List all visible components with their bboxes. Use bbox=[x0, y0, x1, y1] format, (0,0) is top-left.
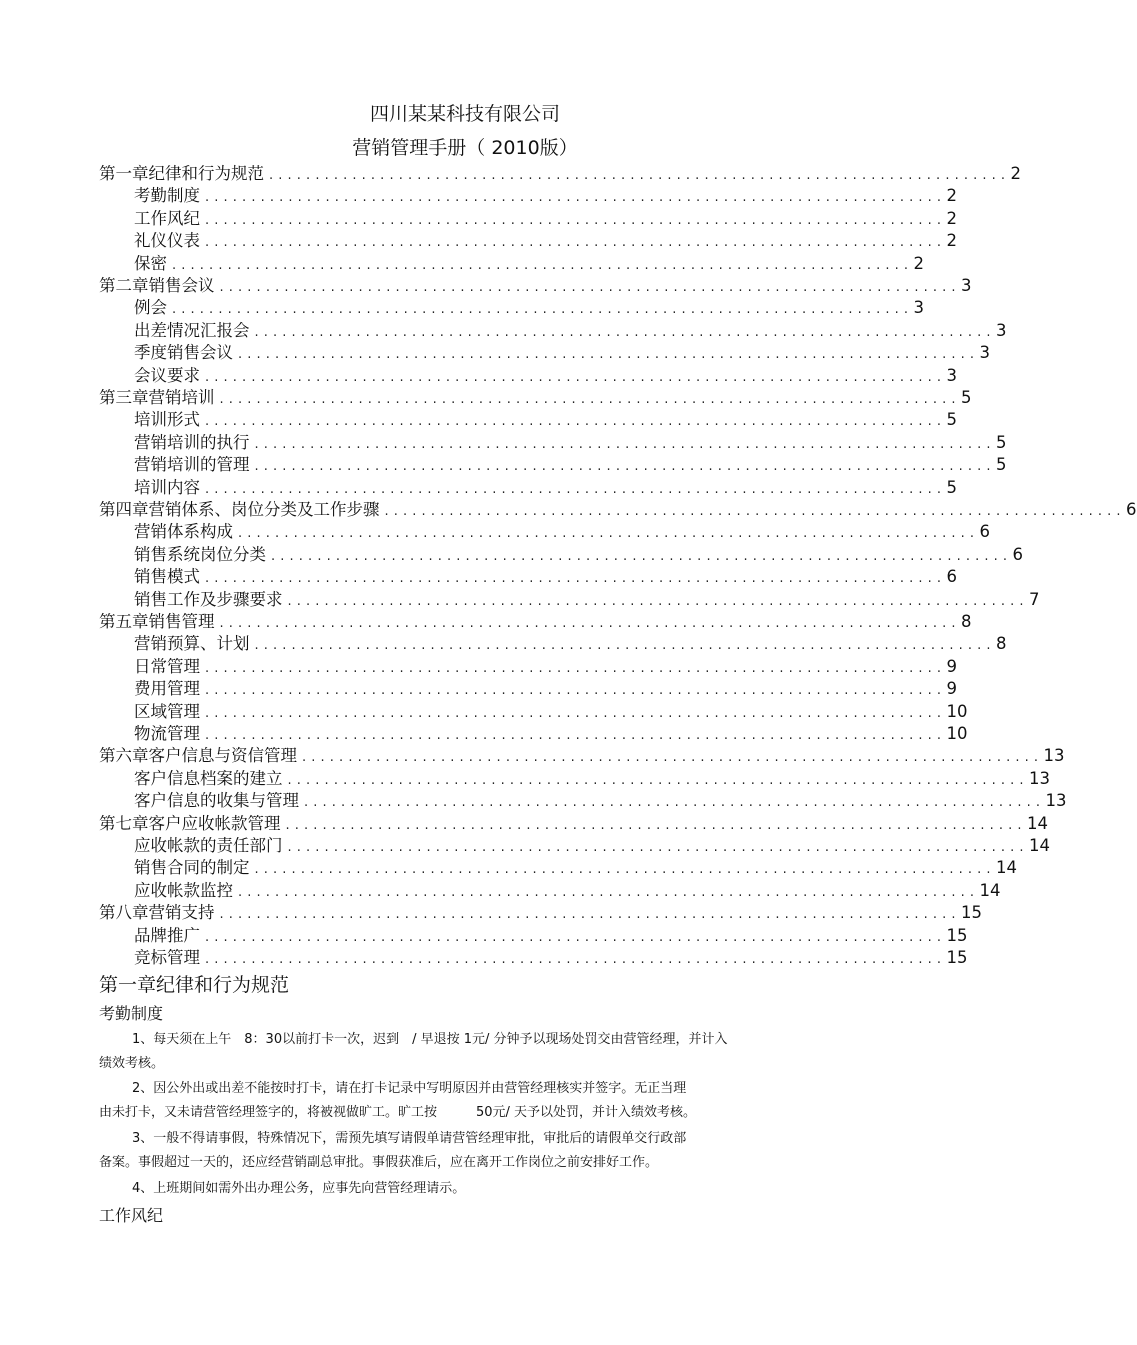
toc-chapter-row[interactable] bbox=[99, 611, 972, 633]
toc-label: 销售模式 bbox=[134, 567, 200, 587]
toc-page-number: 5 bbox=[961, 388, 972, 407]
toc-label: 应收帐款的责任部门 bbox=[134, 836, 283, 855]
toc-section-row[interactable] bbox=[134, 253, 925, 275]
toc-chapter-row[interactable] bbox=[99, 745, 1065, 767]
toc-label: 营销预算、计划 bbox=[134, 634, 250, 654]
toc-page-number: 14 bbox=[979, 880, 1001, 900]
toc-label: 客户信息档案的建立 bbox=[134, 768, 283, 788]
paragraph-2 bbox=[99, 1077, 819, 1125]
toc-page-number: 14 bbox=[1027, 813, 1049, 833]
paragraph-line: 备案。事假超过一天的，还应经营销副总审批。事假获准后，应在离开工作岗位之前安排好工作。 bbox=[99, 1155, 659, 1170]
toc-leader-dots: . . . . . . . . . . . . . . . . . . . . . . . . . . . . . . . . . . . . . . . . . . . . . . . . . . . . . . . . . . . . . . . . . . . . . . . . . . . . . . . . bbox=[205, 481, 942, 497]
toc-leader-dots: . . . . . . . . . . . . . . . . . . . . . . . . . . . . . . . . . . . . . . . . . . . . . . . . . . . . . . . . . . . . . . . . . . . . . . . . . . . . . . . . bbox=[238, 884, 975, 900]
toc-page-number: 3 bbox=[913, 298, 925, 318]
toc-section-row[interactable] bbox=[134, 790, 1067, 812]
toc-label: 第四章营销体系、岗位分类及工作步骤 bbox=[99, 500, 380, 519]
toc-section-row[interactable] bbox=[134, 723, 968, 745]
toc-section-row[interactable] bbox=[134, 477, 958, 499]
toc-leader-dots: . . . . . . . . . . . . . . . . . . . . . . . . . . . . . . . . . . . . . . . . . . . . . . . . . . . . . . . . . . . . . . . . . . . . . . . . . . . . . . . . bbox=[254, 436, 992, 452]
toc-section-row[interactable] bbox=[134, 544, 1024, 566]
toc-leader-dots: . . . . . . . . . . . . . . . . . . . . . . . . . . . . . . . . . . . . . . . . . . . . . . . . . . . . . . . . . . . . . . . . . . . . . . . . . . . . . . . . bbox=[304, 795, 1041, 811]
toc-section-row[interactable] bbox=[134, 656, 958, 678]
toc-leader-dots: . . . . . . . . . . . . . . . . . . . . . . . . . . . . . . . . . . . . . . . . . . . . . . . . . . . . . . . . . . . . . . . . . . . . . . . . . . . . . . . . bbox=[254, 862, 992, 878]
toc-page-number: 2 bbox=[946, 186, 958, 206]
toc-chapter-row[interactable] bbox=[99, 902, 983, 924]
toc-page-number: 2 bbox=[1010, 164, 1022, 183]
toc-leader-dots: . . . . . . . . . . . . . . . . . . . . . . . . . . . . . . . . . . . . . . . . . . . . . . . . . . . . . . . . . . . . . . . . . . . . . . . . . . . . . . . . bbox=[205, 571, 942, 587]
toc-section-row[interactable] bbox=[134, 342, 991, 364]
toc-leader-dots: . . . . . . . . . . . . . . . . . . . . . . . . . . . . . . . . . . . . . . . . . . . . . . . . . . . . . . . . . . . . . . . . . . . . . . . . . . . . . . . . bbox=[219, 616, 957, 631]
toc-leader-dots: . . . . . . . . . . . . . . . . . . . . . . . . . . . . . . . . . . . . . . . . . . . . . . . . . . . . . . . . . . . . . . . . . . . . . . . . . . . . . . . . bbox=[205, 929, 942, 945]
toc-label: 例会 bbox=[134, 298, 167, 318]
toc-leader-dots: . . . . . . . . . . . . . . . . . . . . . . . . . . . . . . . . . . . . . . . . . . . . . . . . . . . . . . . . . . . . . . . . . . . . . . . . . . . . . . . . bbox=[219, 392, 957, 407]
paragraph-line: 绩效考核。 bbox=[99, 1056, 165, 1071]
toc-leader-dots: . . . . . . . . . . . . . . . . . . . . . . . . . . . . . . . . . . . . . . . . . . . . . . . . . . . . . . . . . . . . . . . . . . . . . . . . . . . . . . . . bbox=[205, 190, 942, 206]
toc-leader-dots: . . . . . . . . . . . . . . . . . . . . . . . . . . . . . . . . . . . . . . . . . . . . . . . . . . . . . . . . . . . . . . . . . . . . . . . . . . . . . . . . bbox=[205, 660, 942, 676]
toc-section-row[interactable] bbox=[134, 835, 1051, 857]
toc-page-number: 15 bbox=[961, 903, 983, 923]
toc-label: 考勤制度 bbox=[134, 186, 200, 206]
toc-page-number: 15 bbox=[946, 948, 968, 967]
toc-label: 物流管理 bbox=[134, 724, 200, 743]
toc-page-number: 10 bbox=[946, 724, 968, 743]
toc-label: 应收帐款监控 bbox=[134, 880, 233, 900]
toc-label: 第七章客户应收帐款管理 bbox=[99, 813, 281, 833]
toc-page-number: 5 bbox=[996, 432, 1007, 452]
section-heading-attendance: 考勤制度 bbox=[99, 1004, 164, 1023]
toc-label: 第三章营销培训 bbox=[99, 388, 215, 407]
toc-label: 日常管理 bbox=[134, 656, 200, 676]
company-title: 四川某某科技有限公司 bbox=[369, 103, 560, 125]
paragraph-3 bbox=[99, 1127, 819, 1175]
toc-label: 销售系统岗位分类 bbox=[134, 544, 266, 564]
toc-section-row[interactable] bbox=[134, 185, 958, 207]
toc-leader-dots: . . . . . . . . . . . . . . . . . . . . . . . . . . . . . . . . . . . . . . . . . . . . . . . . . . . . . . . . . . . . . . . . . . . . . . . . . . . . . . . . bbox=[172, 257, 909, 273]
toc-section-row[interactable] bbox=[134, 633, 1007, 655]
toc-page-number: 9 bbox=[946, 656, 958, 676]
chapter-heading: 第一章纪律和行为规范 bbox=[99, 974, 290, 996]
toc-section-row[interactable] bbox=[134, 297, 925, 319]
toc-page-number: 13 bbox=[1029, 768, 1051, 788]
section-heading-discipline: 工作风纪 bbox=[99, 1206, 164, 1225]
toc-page-number: 6 bbox=[979, 522, 991, 542]
toc-page-number: 6 bbox=[1012, 544, 1024, 564]
toc-section-row[interactable] bbox=[134, 857, 1018, 879]
toc-section-row[interactable] bbox=[134, 947, 968, 969]
paragraph-line: 3、一般不得请事假，特殊情况下，需预先填写请假单请营管经理审批，审批后的请假单交行政部 bbox=[132, 1131, 687, 1146]
toc-leader-dots: . . . . . . . . . . . . . . . . . . . . . . . . . . . . . . . . . . . . . . . . . . . . . . . . . . . . . . . . . . . . . . . . . . . . . . . . . . . . . . . . bbox=[205, 728, 942, 743]
toc-leader-dots: . . . . . . . . . . . . . . . . . . . . . . . . . . . . . . . . . . . . . . . . . . . . . . . . . . . . . . . . . . . . . . . . . . . . . . . . . . . . . . . . bbox=[205, 212, 942, 228]
toc-label: 培训内容 bbox=[134, 477, 200, 497]
toc-page-number: 3 bbox=[961, 276, 972, 295]
toc-section-row[interactable] bbox=[134, 521, 991, 543]
toc-leader-dots: . . . . . . . . . . . . . . . . . . . . . . . . . . . . . . . . . . . . . . . . . . . . . . . . . . . . . . . . . . . . . . . . . . . . . . . . . . . . . . . . bbox=[287, 772, 1025, 788]
toc-page-number: 2 bbox=[946, 231, 958, 251]
paragraph-1 bbox=[99, 1028, 819, 1076]
toc-label: 工作风纪 bbox=[134, 208, 200, 228]
toc-label: 品牌推广 bbox=[134, 925, 200, 945]
toc-leader-dots: . . . . . . . . . . . . . . . . . . . . . . . . . . . . . . . . . . . . . . . . . . . . . . . . . . . . . . . . . . . . . . . . . . . . . . . . . . . . . . . . bbox=[205, 683, 942, 699]
toc-leader-dots: . . . . . . . . . . . . . . . . . . . . . . . . . . . . . . . . . . . . . . . . . . . . . . . . . . . . . . . . . . . . . . . . . . . . . . . . . . . . . . . . bbox=[271, 548, 1008, 564]
toc-page-number: 6 bbox=[946, 567, 958, 587]
toc-section-row[interactable] bbox=[134, 768, 1051, 790]
toc-page-number: 14 bbox=[996, 858, 1018, 878]
toc-label: 第八章营销支持 bbox=[99, 903, 215, 923]
toc-leader-dots: . . . . . . . . . . . . . . . . . . . . . . . . . . . . . . . . . . . . . . . . . . . . . . . . . . . . . . . . . . . . . . . . . . . . . . . . . . . . . . . . bbox=[205, 952, 942, 967]
toc-section-row[interactable] bbox=[134, 320, 1007, 342]
toc-page-number: 7 bbox=[1029, 589, 1040, 609]
toc-page-number: 5 bbox=[946, 477, 958, 497]
toc-label: 客户信息的收集与管理 bbox=[134, 791, 299, 811]
toc-label: 出差情况汇报会 bbox=[134, 320, 250, 340]
toc-page-number: 3 bbox=[946, 365, 958, 385]
toc-leader-dots: . . . . . . . . . . . . . . . . . . . . . . . . . . . . . . . . . . . . . . . . . . . . . . . . . . . . . . . . . . . . . . . . . . . . . . . . . . . . . . . . bbox=[302, 750, 1039, 766]
toc-leader-dots: . . . . . . . . . . . . . . . . . . . . . . . . . . . . . . . . . . . . . . . . . . . . . . . . . . . . . . . . . . . . . . . . . . . . . . . . . . . . . . . . bbox=[285, 817, 1023, 833]
toc-leader-dots: . . . . . . . . . . . . . . . . . . . . . . . . . . . . . . . . . . . . . . . . . . . . . . . . . . . . . . . . . . . . . . . . . . . . . . . . . . . . . . . . bbox=[269, 168, 1006, 183]
toc-chapter-row[interactable] bbox=[99, 813, 1049, 835]
toc-label: 第二章销售会议 bbox=[99, 276, 215, 295]
toc-section-row[interactable] bbox=[134, 230, 958, 252]
toc-section-row[interactable] bbox=[134, 925, 968, 947]
toc-leader-dots: . . . . . . . . . . . . . . . . . . . . . . . . . . . . . . . . . . . . . . . . . . . . . . . . . . . . . . . . . . . . . . . . . . . . . . . . . . . . . . . . bbox=[219, 907, 957, 923]
toc-chapter-row[interactable] bbox=[99, 163, 1022, 185]
toc-page-number: 2 bbox=[946, 208, 958, 228]
toc-label: 培训形式 bbox=[134, 410, 200, 430]
toc-chapter-row[interactable] bbox=[99, 275, 972, 297]
toc-page-number: 2 bbox=[913, 253, 925, 273]
toc-page-number: 9 bbox=[946, 679, 958, 699]
toc-leader-dots: . . . . . . . . . . . . . . . . . . . . . . . . . . . . . . . . . . . . . . . . . . . . . . . . . . . . . . . . . . . . . . . . . . . . . . . . . . . . . . . . bbox=[172, 302, 909, 318]
toc-leader-dots: . . . . . . . . . . . . . . . . . . . . . . . . . . . . . . . . . . . . . . . . . . . . . . . . . . . . . . . . . . . . . . . . . . . . . . . . . . . . . . . . bbox=[205, 235, 942, 251]
paragraph-line: 2、因公外出或出差不能按时打卡，请在打卡记录中写明原因并由营管经理核实并签字。无正当理 bbox=[132, 1081, 687, 1096]
toc-label: 会议要求 bbox=[134, 365, 200, 385]
toc-label: 第六章客户信息与资信管理 bbox=[99, 746, 297, 766]
toc-chapter-row[interactable] bbox=[99, 499, 1137, 521]
paragraph-line: 4、上班期间如需外出办理公务，应事先向营管经理请示。 bbox=[132, 1181, 466, 1196]
toc-label: 销售合同的制定 bbox=[134, 858, 250, 878]
toc-section-row[interactable] bbox=[134, 365, 958, 387]
toc-label: 营销体系构成 bbox=[134, 522, 233, 542]
toc-page-number: 10 bbox=[946, 701, 968, 721]
toc-page-number: 3 bbox=[996, 320, 1007, 340]
toc-label: 营销培训的管理 bbox=[134, 455, 250, 475]
paragraph-line: 1、每天须在上午 8：30以前打卡一次，迟到 / 早退按 1元/ 分钟予以现场处罚交由营管经理，并计入 bbox=[132, 1032, 728, 1047]
toc-leader-dots: . . . . . . . . . . . . . . . . . . . . . . . . . . . . . . . . . . . . . . . . . . . . . . . . . . . . . . . . . . . . . . . . . . . . . . . . . . . . . . . . bbox=[205, 414, 942, 430]
toc-chapter-row[interactable] bbox=[99, 387, 972, 409]
toc-leader-dots: . . . . . . . . . . . . . . . . . . . . . . . . . . . . . . . . . . . . . . . . . . . . . . . . . . . . . . . . . . . . . . . . . . . . . . . . . . . . . . . . bbox=[287, 593, 1025, 609]
toc-label: 销售工作及步骤要求 bbox=[134, 589, 283, 609]
toc-page-number: 15 bbox=[946, 925, 968, 945]
toc-label: 礼仪仪表 bbox=[134, 231, 200, 251]
toc-section-row[interactable] bbox=[134, 566, 958, 588]
toc-section-row[interactable] bbox=[134, 880, 1001, 902]
paragraph-line: 由未打卡，又未请营管经理签字的，将被视做旷工。旷工按 50元/ 天予以处罚，并计入绩效考核。 bbox=[99, 1105, 697, 1120]
toc-section-row[interactable] bbox=[134, 432, 1007, 454]
toc-label: 营销培训的执行 bbox=[134, 432, 250, 452]
toc-leader-dots: . . . . . . . . . . . . . . . . . . . . . . . . . . . . . . . . . . . . . . . . . . . . . . . . . . . . . . . . . . . . . . . . . . . . . . . . . . . . . . . . bbox=[254, 324, 992, 340]
toc-label: 第一章纪律和行为规范 bbox=[99, 164, 264, 183]
manual-title: 营销管理手册（ 2010版） bbox=[352, 137, 578, 159]
toc-page-number: 13 bbox=[1043, 746, 1065, 766]
toc-leader-dots: . . . . . . . . . . . . . . . . . . . . . . . . . . . . . . . . . . . . . . . . . . . . . . . . . . . . . . . . . . . . . . . . . . . . . . . . . . . . . . . . bbox=[384, 504, 1122, 519]
toc-page-number: 3 bbox=[979, 343, 991, 363]
toc-page-number: 8 bbox=[961, 612, 972, 631]
toc-leader-dots: . . . . . . . . . . . . . . . . . . . . . . . . . . . . . . . . . . . . . . . . . . . . . . . . . . . . . . . . . . . . . . . . . . . . . . . . . . . . . . . . bbox=[287, 840, 1025, 855]
toc-section-row[interactable] bbox=[134, 409, 958, 431]
toc-section-row[interactable] bbox=[134, 208, 958, 230]
toc-label: 第五章销售管理 bbox=[99, 612, 215, 631]
toc-leader-dots: . . . . . . . . . . . . . . . . . . . . . . . . . . . . . . . . . . . . . . . . . . . . . . . . . . . . . . . . . . . . . . . . . . . . . . . . . . . . . . . . bbox=[219, 280, 957, 295]
toc-label: 费用管理 bbox=[134, 679, 200, 699]
toc-leader-dots: . . . . . . . . . . . . . . . . . . . . . . . . . . . . . . . . . . . . . . . . . . . . . . . . . . . . . . . . . . . . . . . . . . . . . . . . . . . . . . . . bbox=[205, 369, 942, 385]
toc-page-number: 5 bbox=[996, 455, 1007, 475]
toc-leader-dots: . . . . . . . . . . . . . . . . . . . . . . . . . . . . . . . . . . . . . . . . . . . . . . . . . . . . . . . . . . . . . . . . . . . . . . . . . . . . . . . . bbox=[254, 638, 992, 654]
paragraph-4 bbox=[99, 1177, 819, 1201]
toc-page-number: 8 bbox=[996, 634, 1007, 654]
toc-section-row[interactable] bbox=[134, 589, 1040, 611]
toc-page-number: 5 bbox=[946, 410, 958, 430]
toc-page-number: 6 bbox=[1126, 500, 1137, 519]
toc-page-number: 14 bbox=[1029, 836, 1051, 855]
toc-page-number: 13 bbox=[1045, 791, 1067, 811]
toc-label: 竞标管理 bbox=[134, 948, 200, 967]
toc-section-row[interactable] bbox=[134, 454, 1007, 476]
toc-section-row[interactable] bbox=[134, 678, 958, 700]
toc-label: 保密 bbox=[134, 253, 167, 273]
toc-leader-dots: . . . . . . . . . . . . . . . . . . . . . . . . . . . . . . . . . . . . . . . . . . . . . . . . . . . . . . . . . . . . . . . . . . . . . . . . . . . . . . . . bbox=[238, 526, 975, 542]
toc-leader-dots: . . . . . . . . . . . . . . . . . . . . . . . . . . . . . . . . . . . . . . . . . . . . . . . . . . . . . . . . . . . . . . . . . . . . . . . . . . . . . . . . bbox=[205, 705, 942, 721]
toc-label: 季度销售会议 bbox=[134, 343, 233, 363]
toc-section-row[interactable] bbox=[134, 701, 968, 723]
toc-label: 区域管理 bbox=[134, 701, 200, 721]
toc-leader-dots: . . . . . . . . . . . . . . . . . . . . . . . . . . . . . . . . . . . . . . . . . . . . . . . . . . . . . . . . . . . . . . . . . . . . . . . . . . . . . . . . bbox=[254, 459, 992, 475]
toc-leader-dots: . . . . . . . . . . . . . . . . . . . . . . . . . . . . . . . . . . . . . . . . . . . . . . . . . . . . . . . . . . . . . . . . . . . . . . . . . . . . . . . . bbox=[238, 347, 975, 363]
